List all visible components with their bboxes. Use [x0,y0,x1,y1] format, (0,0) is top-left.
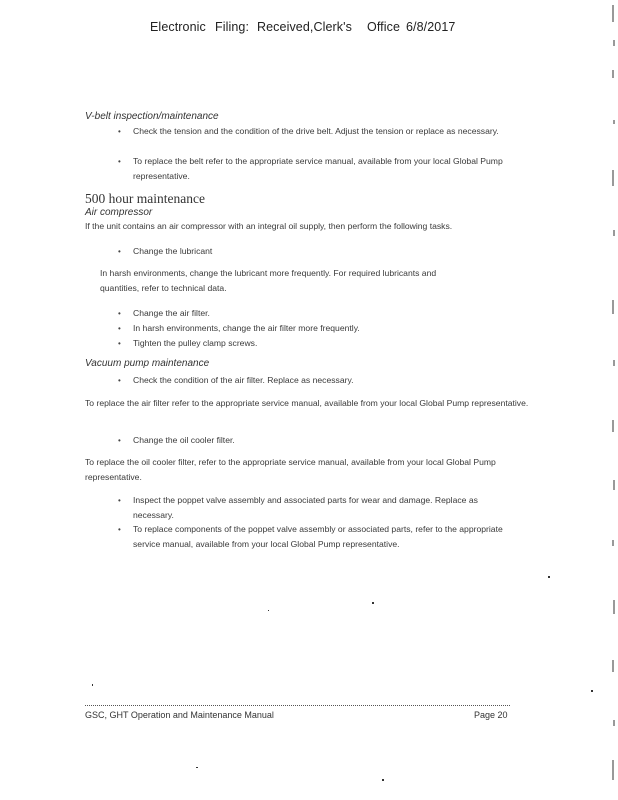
header-word-electronic: Electronic [150,20,206,34]
bullet-dot-icon: • [118,157,121,166]
header-word-filing: Filing: [215,20,250,34]
bullet-dot-icon: • [118,525,121,534]
bullet-dot-icon: • [118,324,121,333]
vbelt-bullet-2: To replace the belt refer to the appropriate service manual, available from your local Global Pump representative. [133,156,503,181]
bullet-harsh-environments: In harsh environments, change the air filter more frequently. [133,323,360,333]
section-heading-vbelt: V-belt inspection/maintenance [85,111,219,122]
bullet-replace-poppet: To replace components of the poppet valve assembly or associated parts, refer to the appropriate service manual, available from your local Global Pump representative. [133,524,503,549]
scan-speck [548,576,550,578]
oil-cooler-replace-note: To replace the oil cooler filter, refer to the appropriate service manual, available from your local Global Pump representative. [85,457,496,482]
bullet-check-air-filter: Check the condition of the air filter. Replace as necessary. [133,375,354,385]
lubricant-note: In harsh environments, change the lubricant more frequently. For required lubricants and quantities, refer to technical data. [100,268,437,293]
scan-speck [92,684,93,686]
bullet-dot-icon: • [118,309,121,318]
bullet-dot-icon: • [118,376,121,385]
scan-speck [196,767,198,768]
header-word-office: Office [367,20,401,34]
scan-speck [591,690,593,692]
bullet-dot-icon: • [118,247,121,256]
bullet-dot-icon: • [118,436,121,445]
bullet-change-lubricant: Change the lubricant [133,246,213,256]
bullet-tighten-pulley: Tighten the pulley clamp screws. [133,338,258,348]
header-word-date: 6/8/2017 [406,20,456,34]
vbelt-bullet-1: Check the tension and the condition of the drive belt. Adjust the tension or replace as necessary. [133,126,499,136]
footer-page-number: Page 20 [474,710,508,720]
bullet-inspect-poppet: Inspect the poppet valve assembly and associated parts for wear and damage. Replace as necessary. [133,495,478,520]
scan-edge-marks [609,0,617,800]
subheading-air-compressor: Air compressor [85,207,153,218]
bullet-dot-icon: • [118,339,121,348]
footer-divider [85,705,510,706]
bullet-change-oil-cooler: Change the oil cooler filter. [133,435,235,445]
bullet-dot-icon: • [118,496,121,505]
air-compressor-intro: If the unit contains an air compressor with an integral oil supply, then perform the following tasks. [85,221,453,231]
scan-speck [268,610,269,611]
air-filter-replace-note: To replace the air filter refer to the appropriate service manual, available from your local Global Pump representative. [85,398,529,408]
scan-speck [382,779,384,781]
scan-speck [372,602,374,604]
section-heading-vacuum-pump: Vacuum pump maintenance [85,358,210,369]
section-heading-500-hour: 500 hour maintenance [85,191,205,206]
bullet-dot-icon: • [118,127,121,136]
bullet-change-air-filter: Change the air filter. [133,308,210,318]
footer-manual-title: GSC, GHT Operation and Maintenance Manual [85,710,274,720]
header-word-received: Received,Clerk's [257,20,352,34]
